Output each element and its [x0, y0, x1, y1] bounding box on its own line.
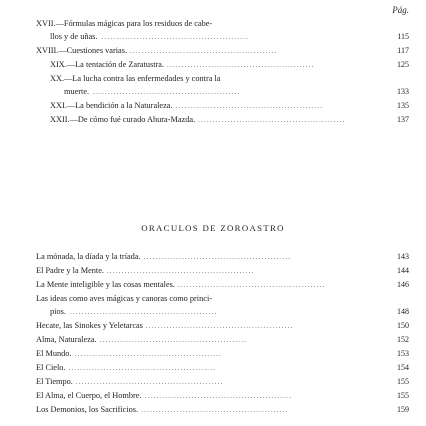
toc-page-number: 150: [397, 321, 409, 330]
toc-page-number: 133: [397, 87, 409, 96]
toc-entry-text: El Tiempo.: [36, 377, 73, 386]
toc-entry-text: La mónada, la díada y la tríada.: [36, 252, 141, 261]
leader-dots: ..................................................: [69, 308, 218, 316]
leader-dots: ..................................................: [177, 281, 326, 289]
toc-entry-text: XVII.—Fórmulas mágicas para los residuos de cabe-: [36, 19, 213, 28]
leader-dots: ..................................................: [93, 88, 241, 96]
toc-entry: [0, 264, 426, 278]
leader-dots: ..................................................: [68, 364, 216, 372]
toc-oracles: [0, 250, 426, 417]
leader-dots: ..................................................: [74, 350, 222, 358]
toc-chapters: [0, 17, 426, 127]
toc-entry: [0, 319, 426, 333]
toc-page-number: 125: [397, 60, 409, 69]
toc-entry: [0, 292, 426, 305]
toc-entry: [0, 278, 426, 292]
leader-dots: ..................................................: [75, 378, 224, 386]
toc-entry-text: Los Demonios, los Sacrificios.: [36, 405, 139, 414]
toc-page-number: 144: [397, 266, 409, 275]
leader-dots: ..................................................: [106, 267, 255, 275]
toc-page-number: 153: [397, 349, 409, 358]
toc-entry: [0, 113, 426, 127]
toc-entry-text: XXII.—De cómo fué curado Ahura-Mazda.: [50, 115, 196, 124]
toc-entry: [0, 305, 426, 319]
leader-dots: ..................................................: [144, 392, 293, 400]
toc-page-number: 117: [397, 46, 409, 55]
toc-entry: [0, 58, 426, 72]
toc-entry-text: XXI.—La bendición a la Naturaleza.: [50, 101, 173, 110]
toc-entry: [0, 30, 426, 44]
leader-dots: ..................................................: [130, 47, 278, 55]
leader-dots: ..................................................: [198, 116, 346, 124]
toc-entry: [0, 250, 426, 264]
toc-entry-text: pios.: [50, 307, 66, 316]
toc-page-number: 155: [397, 391, 409, 400]
section-title: ORACULOS DE ZOROASTRO: [141, 223, 285, 233]
toc-entry: [0, 375, 426, 389]
toc-entry: [0, 361, 426, 375]
toc-page-number: 155: [397, 377, 409, 386]
leader-dots: ..................................................: [141, 406, 289, 414]
toc-page-number: 152: [397, 335, 409, 344]
toc-entry: [0, 403, 426, 417]
toc-page-number: 143: [397, 252, 409, 261]
toc-page-number: 159: [397, 405, 409, 414]
page-column-label: Pág.: [392, 5, 409, 15]
toc-entry-text: XVIII.—Cuestiones varias.: [36, 46, 128, 55]
leader-dots: ..................................................: [175, 102, 324, 110]
toc-entry-text: La Mente inteligible y las cosas mentales.: [36, 280, 175, 289]
leader-dots: ..................................................: [167, 61, 315, 69]
toc-entry: [0, 85, 426, 99]
toc-entry-text: El Cielo.: [36, 363, 66, 372]
leader-dots: ..................................................: [143, 253, 292, 261]
toc-entry: [0, 389, 426, 403]
toc-entry-text: XIX.—La tentación de Zaratustra.: [50, 60, 165, 69]
toc-page-number: 135: [397, 101, 409, 110]
toc-entry-text: El Padre y la Mente.: [36, 266, 104, 275]
leader-dots: ..................................................: [145, 322, 294, 330]
toc-page-number: 115: [397, 32, 409, 41]
leader-dots: ..................................................: [101, 33, 249, 41]
toc-entry-text: El Mundo.: [36, 349, 72, 358]
toc-page-number: 154: [397, 363, 409, 372]
toc-page-number: 137: [397, 115, 409, 124]
toc-entry: [0, 44, 426, 58]
toc-entry: [0, 333, 426, 347]
toc-entry: [0, 17, 426, 30]
toc-page-number: 146: [397, 280, 409, 289]
leader-dots: ..................................................: [99, 336, 248, 344]
toc-entry-text: El Alma, el Cuerpo, el Hombre.: [36, 391, 142, 400]
toc-entry: [0, 347, 426, 361]
toc-entry: [0, 72, 426, 85]
toc-entry-text: llos y de uñas.: [50, 32, 98, 41]
toc-page-number: 148: [397, 307, 409, 316]
toc-entry-text: muerte.: [64, 87, 90, 96]
toc-entry: [0, 99, 426, 113]
toc-entry-text: XX.—La lucha contra las enfermedades y contra la: [50, 74, 221, 83]
toc-entry-text: Hecate, las Sinokes y Yeletarcas: [36, 321, 143, 330]
toc-entry-text: Las ideas como aves mágicas y canoras como princi-: [36, 294, 213, 303]
toc-entry-text: Alma, Naturaleza.: [36, 335, 97, 344]
